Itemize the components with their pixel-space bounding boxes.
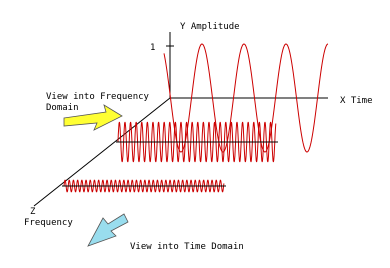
z-axis-letter: Z: [30, 207, 36, 217]
x-axis-label: X Time: [340, 96, 373, 106]
frequency-view-label-line2: Domain: [46, 103, 79, 113]
y-tick-label: 1: [150, 43, 156, 53]
z-axis-label: Frequency: [24, 218, 73, 228]
time-view-arrow-shape: [88, 214, 128, 246]
y-axis-label: Y Amplitude: [180, 22, 240, 32]
time-view-label: View into Time Domain: [130, 242, 244, 252]
cyan-arrow-icon: [88, 214, 128, 246]
frequency-view-label-line1: View into Frequency: [46, 92, 149, 102]
